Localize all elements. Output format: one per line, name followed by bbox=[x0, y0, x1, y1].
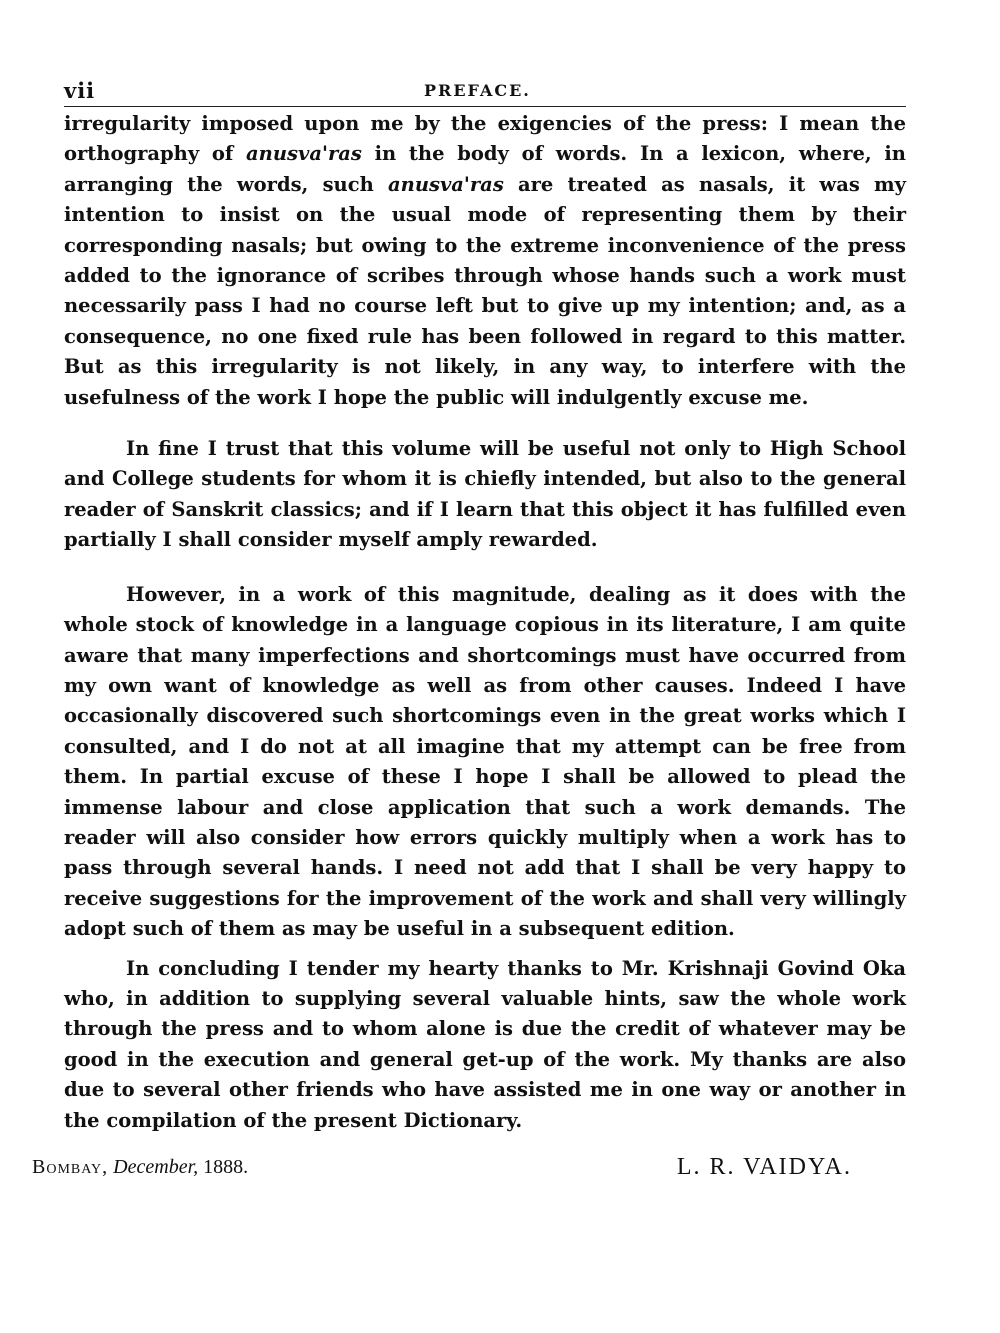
running-title: PREFACE. bbox=[424, 81, 531, 100]
paragraph-continued bbox=[64, 109, 906, 413]
italic-term: anusva'ras bbox=[246, 142, 362, 166]
date-month: December, bbox=[113, 1156, 199, 1178]
page bbox=[64, 76, 906, 1136]
page-number: vii bbox=[64, 78, 96, 103]
paragraph-text: irregularity imposed upon me by the exigencies of the press: I mean the orthography of bbox=[64, 112, 906, 166]
paragraph-however: However, in a work of this magnitude, dealing as it does with the whole stock of knowledge in a language copious in its literature, I am quite aware that many imperfections and shortcomings must have occurred from my own want of knowledge as well as from other causes. Indeed I have occasionally discovered such shortcomings even in the great works which I consulted, and I do not at all imagine that my attempt can be free from them. In partial excuse of these I hope I shall be allowed to plead the immense labour and close application that such a work demands. The reader will also consider how errors quickly multiply when a work has to pass through several hands. I need not add that I shall be very happy to receive suggestions for the improvement of the work and shall very willingly adopt such of them as may be useful in a subsequent edition. bbox=[64, 582, 906, 941]
place-date bbox=[32, 1156, 248, 1179]
date-year: 1888. bbox=[203, 1156, 249, 1178]
paragraph-text: are treated as nasals, it was my intention to insist on the usual mode of representing them by their corresponding nasals; but owing to the extreme inconvenience of the press added to the ignorance of scribes through whose hands such a work must necessarily pass I had no course left but to give up my intention; and, as a consequence, no one fixed rule has been followed in regard to this matter. But as this irregularity is not likely, in any way, to interfere with the usefulness of the work I hope the public will indulgently excuse me. bbox=[64, 172, 906, 409]
author-signature: L. R. VAIDYA. bbox=[676, 1154, 852, 1180]
paragraph-text: in the body of words. In a lexicon, where, in arranging the words, such bbox=[64, 142, 906, 196]
paragraph-concluding: In concluding I tender my hearty thanks to Mr. Krishnaji Govind Oka who, in addition to supplying several valuable hints, saw the whole work through the press and to whom alone is due the credit of whatever may be good in the execution and general get-up of the work. My thanks are also due to several other friends who have assisted me in one way or another in the compilation of the present Dictionary. bbox=[64, 956, 906, 1132]
paragraph-in-fine: In fine I trust that this volume will be useful not only to High School and College students for whom it is chiefly intended, but also to the general reader of Sanskrit classics; and if I learn that this object it has fulfilled even partially I shall consider myself amply rewarded. bbox=[64, 437, 906, 552]
page-header bbox=[64, 76, 906, 107]
preface-body bbox=[64, 109, 906, 1136]
place: Bombay, bbox=[32, 1156, 109, 1178]
signature-row bbox=[32, 1154, 852, 1194]
italic-term: anusva'ras bbox=[388, 172, 504, 196]
